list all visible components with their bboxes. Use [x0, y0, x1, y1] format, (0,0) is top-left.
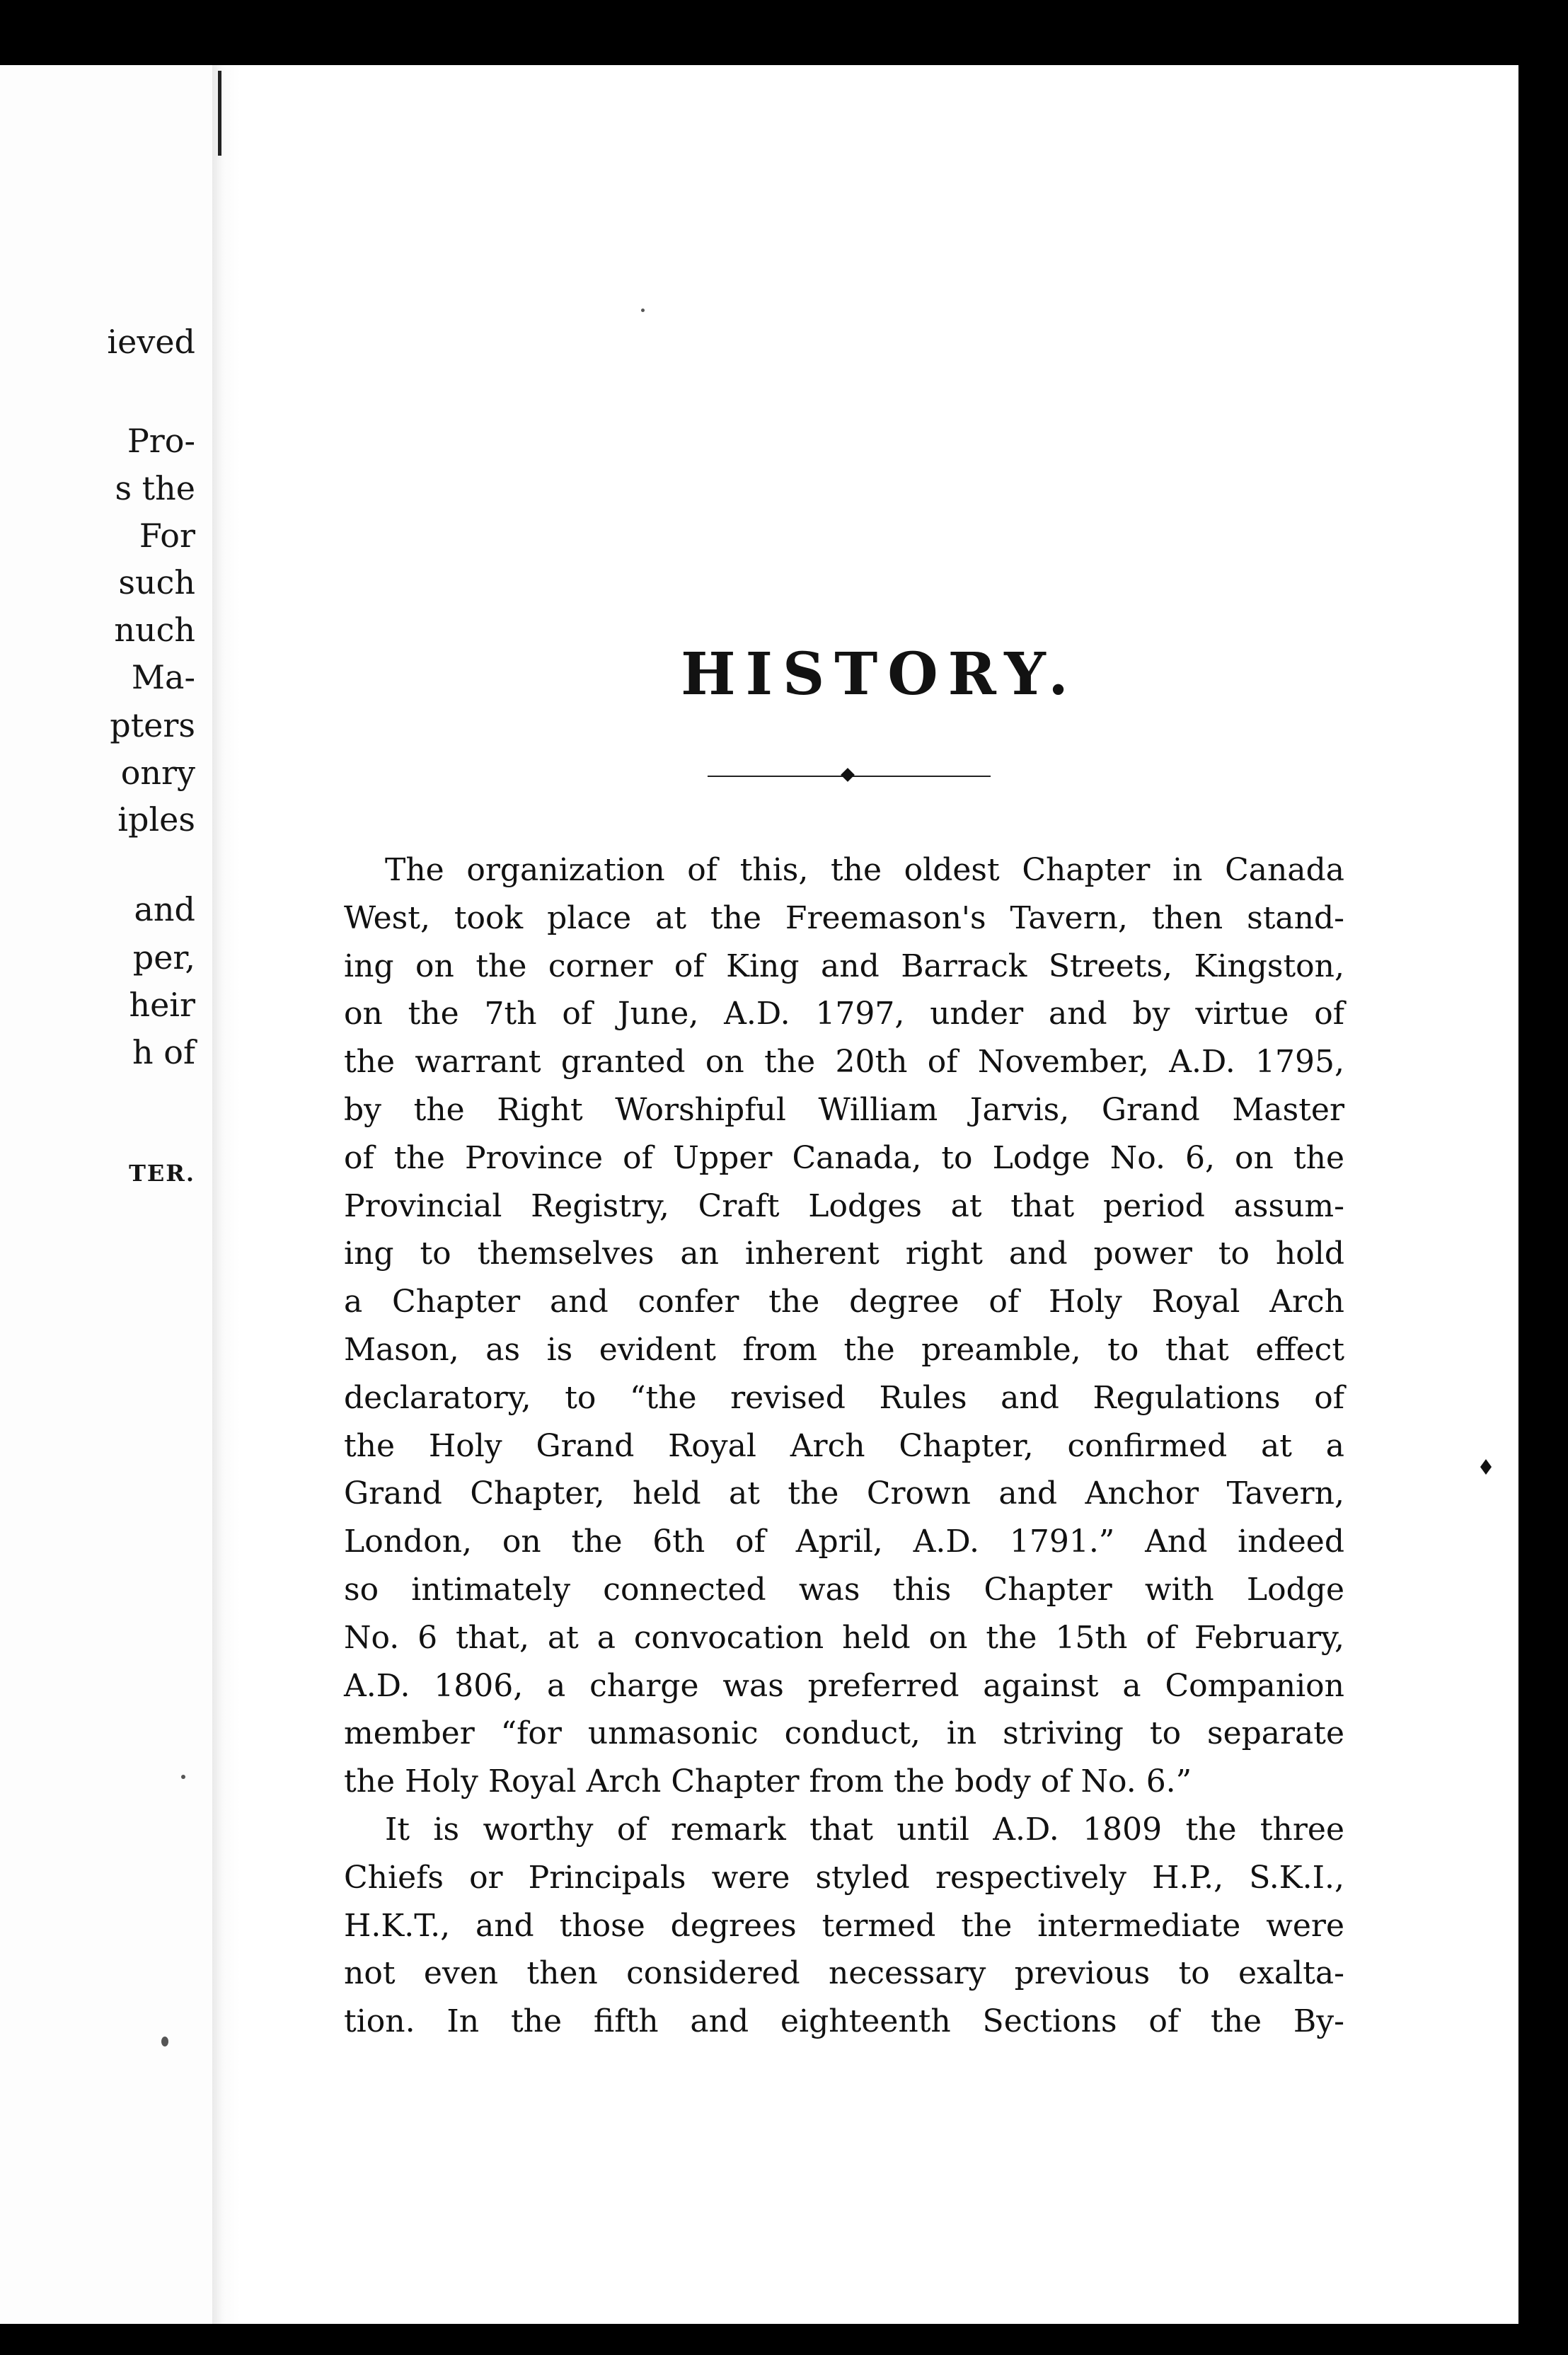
text-line: by the Right Worshipful William Jarvis, Grand Master	[344, 1091, 1344, 1128]
left-page-line: nuch	[114, 611, 195, 649]
left-page-signature: TER.	[129, 1160, 195, 1187]
text-line: the warrant granted on the 20th of November, A.D. 1795,	[344, 1044, 1344, 1081]
left-page-line: h of	[132, 1033, 195, 1071]
text-line: tion. In the fifth and eighteenth Sections of the By-	[344, 2003, 1344, 2040]
left-page-line: s the	[115, 469, 195, 507]
text-line: ing on the corner of King and Barrack Streets, Kingston,	[344, 948, 1344, 984]
text-line: the Holy Grand Royal Arch Chapter, confirmed at a	[344, 1427, 1344, 1464]
text-line: London, on the 6th of April, A.D. 1791.” And indeed	[344, 1524, 1344, 1560]
text-line: The organization of this, the oldest Chapter in Canada	[385, 852, 1344, 888]
left-page-line: Ma-	[131, 658, 195, 696]
left-page-line: such	[118, 563, 195, 601]
left-page-line: and	[134, 890, 195, 928]
text-line: Grand Chapter, held at the Crown and Anchor Tavern,	[344, 1475, 1344, 1512]
left-page-line: per,	[132, 938, 195, 977]
text-line: Mason, as is evident from the preamble, to that effect	[344, 1331, 1344, 1368]
page-title: HISTORY.	[681, 640, 1078, 708]
text-line: H.K.T., and those degrees termed the intermediate were	[344, 1907, 1344, 1944]
binding-mark	[218, 71, 221, 156]
scan-border-bottom	[0, 2324, 1568, 2355]
text-line: the Holy Royal Arch Chapter from the body of No. 6.”	[344, 1763, 1192, 1800]
left-page-line: heir	[129, 986, 195, 1024]
text-line: West, took place at the Freemason's Tavern, then stand-	[344, 899, 1344, 936]
text-line: member “for unmasonic conduct, in striving to separate	[344, 1715, 1344, 1752]
text-line: It is worthy of remark that until A.D. 1809 the three	[385, 1811, 1344, 1848]
scan-border-top	[0, 0, 1568, 65]
scan-speck	[181, 1775, 185, 1779]
scan-border-right	[1518, 0, 1568, 2355]
text-line: ing to themselves an inherent right and power to hold	[344, 1236, 1344, 1272]
text-line: of the Province of Upper Canada, to Lodge No. 6, on the	[344, 1139, 1344, 1176]
left-page-line: onry	[120, 754, 195, 792]
left-page-line: ieved	[107, 323, 195, 361]
text-line: No. 6 that, at a convocation held on the 15th of February,	[344, 1619, 1344, 1656]
text-line: declaratory, to “the revised Rules and Regulations of	[344, 1379, 1344, 1416]
text-line: on the 7th of June, A.D. 1797, under and by virtue of	[344, 996, 1344, 1032]
left-page-line: For	[139, 517, 195, 555]
text-line: Chiefs or Principals were styled respectively H.P., S.K.I.,	[344, 1859, 1344, 1896]
left-page	[0, 65, 212, 2324]
text-line: Provincial Registry, Craft Lodges at that period assum-	[344, 1187, 1344, 1224]
body-text	[344, 846, 1344, 2046]
left-page-line: pters	[110, 706, 195, 744]
text-line: not even then considered necessary previous to exalta-	[344, 1955, 1344, 1992]
left-page-line: Pro-	[127, 422, 195, 460]
left-page-line: iples	[117, 800, 195, 839]
scan-speck	[161, 2037, 168, 2046]
scan-speck	[641, 309, 645, 312]
page-gutter	[212, 65, 241, 2324]
text-line: A.D. 1806, a charge was preferred against a Companion	[344, 1667, 1344, 1704]
text-line: so intimately connected was this Chapter with Lodge	[344, 1571, 1344, 1608]
text-line: a Chapter and confer the degree of Holy Royal Arch	[344, 1284, 1344, 1320]
